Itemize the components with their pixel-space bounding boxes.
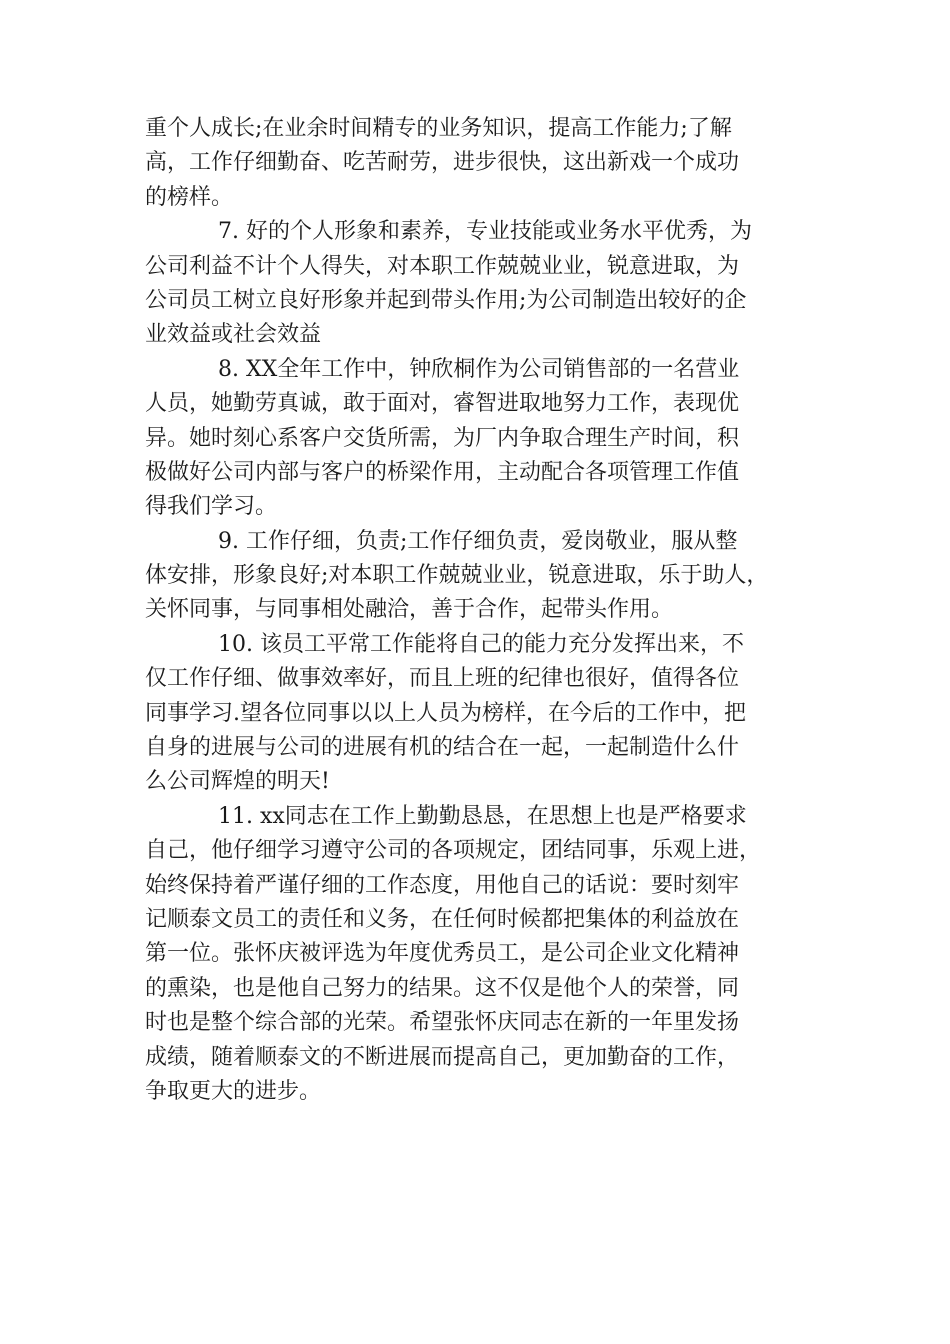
- paragraph-first-line: 8. XX全年工作中，钟欣桐作为公司销售部的一名营业: [218, 356, 740, 382]
- text-line: 极做好公司内部与客户的桥梁作用，主动配合各项管理工作值: [145, 459, 740, 485]
- text-line: 公司员工树立良好形象并起到带头作用;为公司制造出较好的企: [145, 287, 747, 313]
- text-line: 同事学习.望各位同事以以上人员为榜样，在今后的工作中，把: [145, 700, 746, 726]
- text-line: 业效益或社会效益: [145, 322, 322, 348]
- text-line: 记顺泰文员工的责任和义务，在任何时候都把集体的利益放在: [145, 906, 740, 932]
- text-line: 高，工作仔细勤奋、吃苦耐劳，进步很快，这出新戏一个成功: [145, 150, 740, 176]
- text-line: 体安排，形象良好;对本职工作兢兢业业，锐意进取，乐于助人，: [145, 563, 769, 589]
- paragraph-first-line: 9. 工作仔细，负责;工作仔细负责，爱岗敬业，服从整: [218, 528, 738, 554]
- text-line: 重个人成长;在业余时间精专的业务知识，提高工作能力;了解: [145, 116, 732, 141]
- text-line: 时也是整个综合部的光荣。希望张怀庆同志在新的一年里发扬: [145, 1010, 740, 1036]
- text-line: 的榜样。: [145, 184, 234, 210]
- text-line: 成绩，随着顺泰文的不断进展而提高自己，更加勤奋的工作，: [145, 1044, 740, 1070]
- text-line: 争取更大的进步。: [145, 1078, 322, 1104]
- text-line: 得我们学习。: [145, 494, 278, 520]
- text-line: 的熏染，也是他自己努力的结果。这不仅是他个人的荣誉，同: [145, 975, 740, 1001]
- text-line: 自己，他仔细学习遵守公司的各项规定，团结同事，乐观上进，: [145, 838, 762, 864]
- paragraph-first-line: 11. xx同志在工作上勤勤恳恳，在思想上也是严格要求: [218, 803, 747, 829]
- document-body: [145, 112, 817, 1109]
- text-line: 自身的进展与公司的进展有机的结合在一起，一起制造什么什: [145, 735, 740, 761]
- text-line: 异。她时刻心系客户交货所需，为厂内争取合理生产时间，积: [145, 425, 740, 451]
- text-line: 公司利益不计个人得失，对本职工作兢兢业业，锐意进取，为: [145, 253, 740, 279]
- text-line: 仅工作仔细、做事效率好，而且上班的纪律也很好，值得各位: [145, 666, 740, 692]
- text-line: 始终保持着严谨仔细的工作态度，用他自己的话说：要时刻牢: [145, 872, 740, 898]
- text-line: 第一位。张怀庆被评选为年度优秀员工，是公司企业文化精神: [145, 941, 740, 967]
- paragraph-first-line: 10. 该员工平常工作能将自己的能力充分发挥出来，不: [218, 631, 744, 657]
- paragraph-first-line: 7. 好的个人形象和素养，专业技能或业务水平优秀，为: [218, 219, 752, 245]
- text-line: 么公司辉煌的明天!: [145, 769, 330, 795]
- text-line: 人员，她勤劳真诚，敢于面对，睿智进取地努力工作，表现优: [145, 391, 740, 417]
- text-line: 关怀同事，与同事相处融洽，善于合作，起带头作用。: [145, 597, 674, 623]
